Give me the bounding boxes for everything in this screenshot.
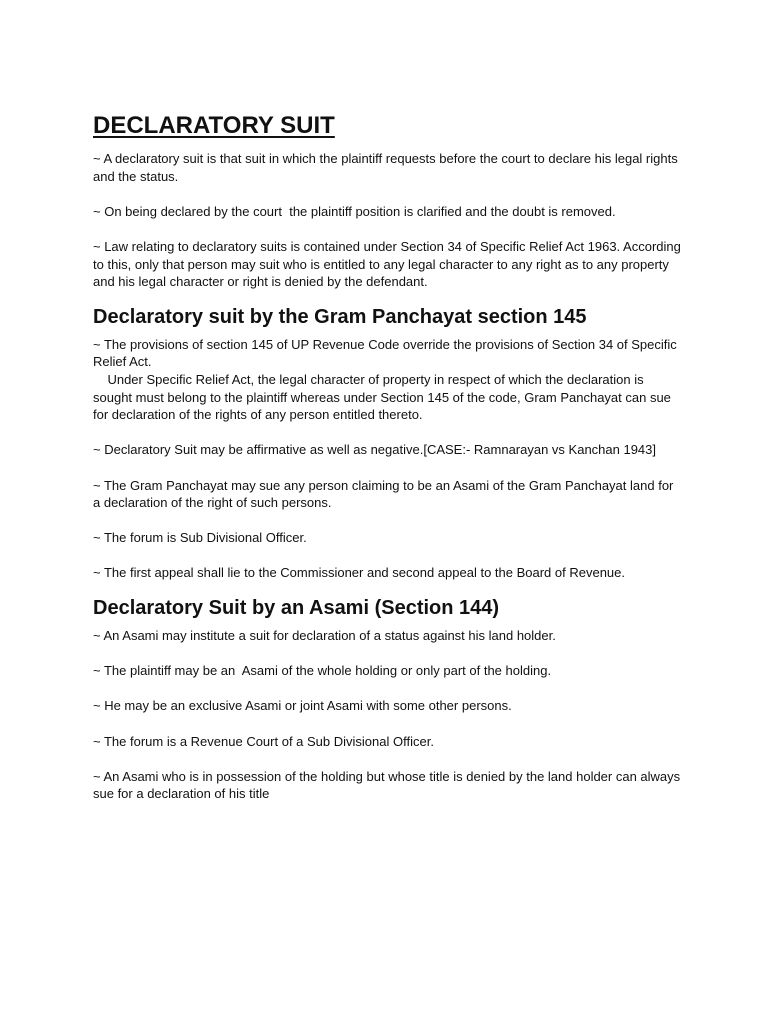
- paragraph-spacer: [93, 547, 683, 565]
- section2-paragraph-5: ~ An Asami who is in possession of the holding but whose title is denied by the land holder can always sue for a declaration of his title: [93, 768, 684, 802]
- paragraph-spacer: [93, 459, 683, 477]
- section-spacer: [93, 291, 683, 304]
- intro-paragraph-2: ~ On being declared by the court the plaintiff position is clarified and the doubt is removed.: [93, 203, 616, 219]
- intro-paragraph-1: ~ A declaratory suit is that suit in which the plaintiff requests before the court to declare his legal rights and the status.: [93, 151, 682, 184]
- section1-paragraph-3: ~ The Gram Panchayat may sue any person claiming to be an Asami of the Gram Panchayat land for a declaration of the right of such persons.: [93, 477, 677, 511]
- paragraph-spacer: [93, 185, 683, 203]
- paragraph-spacer: [93, 220, 683, 238]
- section1-paragraph-1-continued: Under Specific Relief Act, the legal character of property in respect of which the declaration is sought must belong to the plaintiff whereas under Section 145 of the code, Gram Panchayat can sue for declaration of the rights of any person entitled thereto.: [93, 371, 675, 423]
- paragraph-spacer: [93, 750, 683, 768]
- document-title: DECLARATORY SUIT: [93, 112, 335, 139]
- section2-paragraph-1: ~ An Asami may institute a suit for declaration of a status against his land holder.: [93, 628, 556, 644]
- paragraph-spacer: [93, 715, 683, 733]
- section2-paragraph-3: ~ He may be an exclusive Asami or joint Asami with some other persons.: [93, 698, 512, 714]
- paragraph-spacer: [93, 512, 683, 530]
- paragraph-spacer: [93, 645, 683, 663]
- section1-paragraph-5: ~ The first appeal shall lie to the Commissioner and second appeal to the Board of Revenue.: [93, 565, 625, 581]
- intro-paragraph-3: ~ Law relating to declaratory suits is contained under Section 34 of Specific Relief Act 1963. According to this, only that person may suit who is entitled to any legal character to any right as to any property and his legal character or right is denied by the defendant.: [93, 238, 685, 290]
- section1-paragraph-1: ~ The provisions of section 145 of UP Revenue Code override the provisions of Section 34 of Specific Relief Act.: [93, 336, 681, 370]
- paragraph-spacer: [93, 680, 683, 698]
- document-body: [93, 111, 683, 803]
- section2-paragraph-4: ~ The forum is a Revenue Court of a Sub Divisional Officer.: [93, 733, 434, 749]
- section1-paragraph-2: ~ Declaratory Suit may be affirmative as well as negative.[CASE:- Ramnarayan vs Kanchan 1943]: [93, 442, 657, 458]
- section-spacer: [93, 582, 683, 595]
- section2-paragraph-2: ~ The plaintiff may be an Asami of the whole holding or only part of the holding.: [93, 663, 552, 679]
- section-heading-gram-panchayat: Declaratory suit by the Gram Panchayat section 145: [93, 305, 587, 328]
- section-heading-asami: Declaratory Suit by an Asami (Section 144): [93, 597, 500, 620]
- section1-paragraph-4: ~ The forum is Sub Divisional Officer.: [93, 530, 307, 546]
- paragraph-spacer: [93, 424, 683, 442]
